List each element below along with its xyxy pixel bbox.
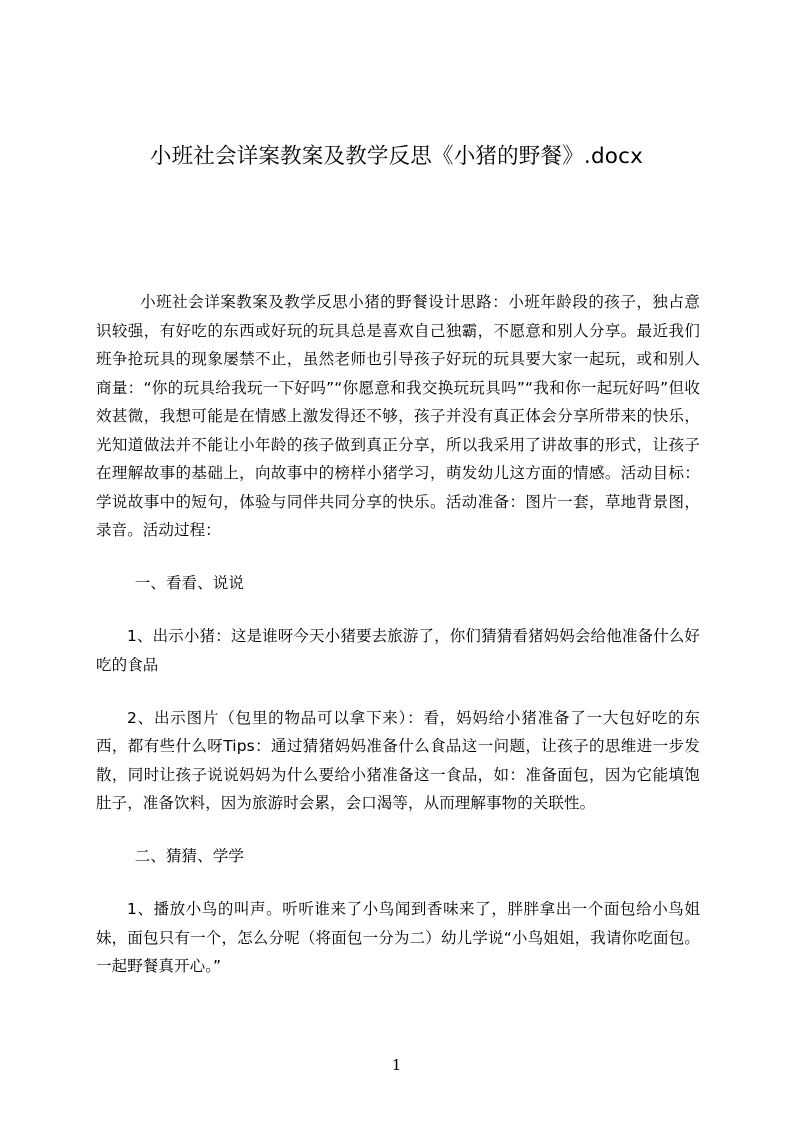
paragraph-show-piglet: 1、出示小猪：这是谁呀今天小猪要去旅游了，你们猜猜看猪妈妈会给他准备什么好吃的食品 [96,627,700,674]
document-title: 小班社会详案教案及教学反思《小猪的野餐》.docx [149,144,644,169]
section-heading-guess-and-learn: 二、猜猜、学学 [134,847,244,865]
page-number: 1 [391,1056,402,1074]
section-heading-look-and-say: 一、看看、说说 [134,574,244,592]
document-body [96,288,700,981]
paragraph-bird-sound: 1、播放小鸟的叫声。听听谁来了小鸟闻到香味来了，胖胖拿出一个面包给小鸟姐妹，面包只有一个，怎么分呢（将面包一分为二）幼儿学说“小鸟姐姐，我请你吃面包。一起野餐真开心。” [96,900,700,975]
paragraph-design-ideas: 小班社会详案教案及教学反思小猪的野餐设计思路：小班年龄段的孩子，独占意识较强，有好吃的东西或好玩的玩具总是喜欢自己独霸，不愿意和别人分享。最近我们班争抢玩具的现象屡禁不止，虽然老师也引导孩子好玩的玩具要大家一起玩，或和别人商量：“你的玩具给我玩一下好吗”“你愿意和我交换玩玩具吗”“我和你一起玩好吗”但收效甚微，我想可能是在情感上激发得还不够，孩子并没有真正体会分享所带来的快乐，光知道做法并不能让小年龄的孩子做到真正分享，所以我采用了讲故事的形式，让孩子在理解故事的基础上，向故事中的榜样小猪学习，萌发幼儿这方面的情感。活动目标：学说故事中的短句，体验与同伴共同分享的快乐。活动准备：图片一套，草地背景图，录音。活动过程： [96,293,700,539]
paragraph-show-picture: 2、出示图片（包里的物品可以拿下来）：看，妈妈给小猪准备了一大包好吃的东西，都有些什么呀Tips：通过猜猪妈妈准备什么食品这一问题，让孩子的思维进一步发散，同时让孩子说说妈妈为什么要给小猪准备这一食品，如：准备面包，因为它能填饱肚子，准备饮料，因为旅游时会累，会口渴等，从而理解事物的关联性。 [96,708,700,812]
